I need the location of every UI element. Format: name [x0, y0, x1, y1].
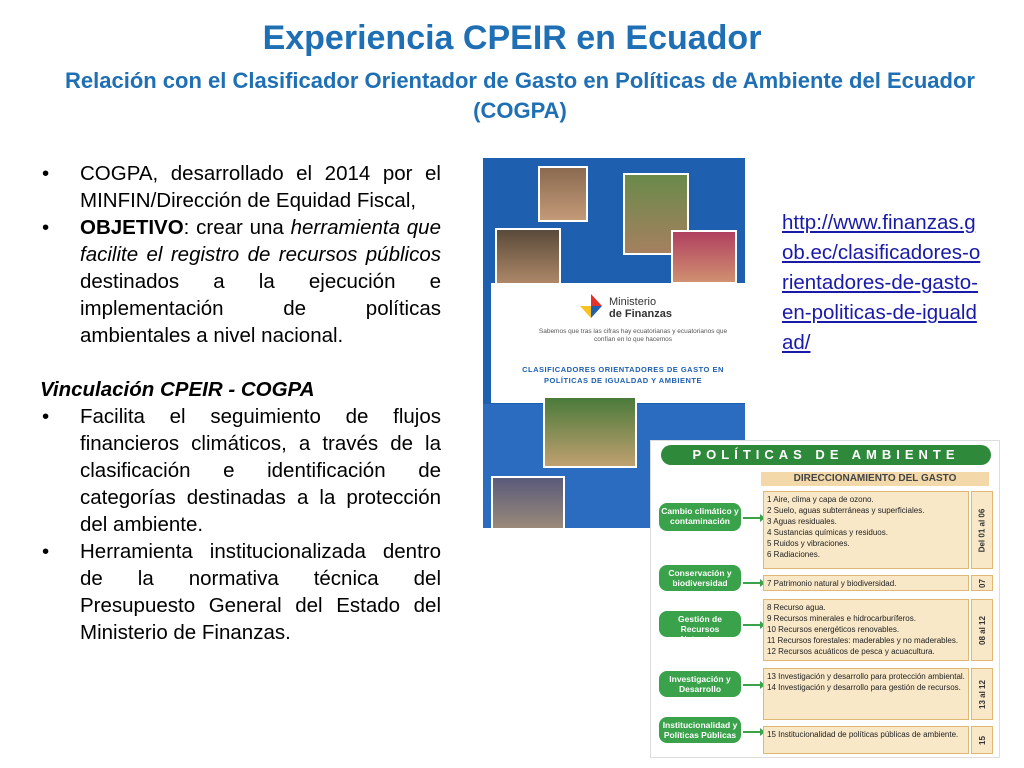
objetivo-label: OBJETIVO [80, 216, 184, 239]
objetivo-text-1: : crear una [183, 216, 291, 239]
code-label: 08 al 12 [977, 615, 987, 645]
politicas-ambiente-table-image [650, 440, 1000, 758]
ministry-logo-icon [578, 293, 604, 319]
item-3: 3 Aguas residuales. [767, 517, 837, 526]
ministry-name [609, 296, 672, 320]
arrow-icon [743, 624, 763, 626]
arrow-icon [743, 582, 763, 584]
objetivo-italic: herramienta que facilite el registro de recursos públicos [80, 216, 441, 266]
bullet-cogpa: • COGPA, desarrollado el 2014 por el MINFIN/Dirección de Equidad Fiscal, [40, 160, 441, 214]
photo-women-group [543, 396, 637, 468]
item-4: 4 Sustancias químicas y residuos. [767, 528, 888, 537]
bullet-objetivo [40, 214, 441, 349]
item-13: 13 Investigación y desarrollo para protección ambiental. [767, 672, 965, 681]
items-gestion-recursos [763, 599, 969, 661]
ministry-line2: de Finanzas [609, 308, 672, 320]
code-07 [971, 575, 993, 591]
item-12: 12 Recursos acuáticos de pesca y acuacultura. [767, 647, 935, 656]
slide-title: Experiencia CPEIR en Ecuador [262, 19, 762, 57]
item-6: 6 Radiaciones. [767, 550, 820, 559]
arrow-icon [743, 517, 763, 519]
minfin-link[interactable]: http://www.finanzas.gob.ec/clasificadores-orientadores-de-gasto-en-politicas-de-igualdad/ [782, 211, 981, 354]
arrow-icon [743, 684, 763, 686]
ministry-line1: Ministerio [609, 296, 657, 308]
code-13-14 [971, 668, 993, 720]
cover-title [513, 364, 733, 386]
photo-people [671, 230, 737, 284]
code-01-06 [971, 491, 993, 569]
category-conservacion: Conservación y biodiversidad [659, 565, 741, 591]
item-8: 8 Recurso agua. [767, 603, 826, 612]
item-1: 1 Aire, clima y capa de ozono. [767, 495, 874, 504]
item-11: 11 Recursos forestales: maderables y no maderables. [767, 636, 959, 645]
arrow-icon [743, 731, 763, 733]
objetivo-text-2: destinados a la ejecución e implementación de políticas ambientales a nivel nacional. [80, 270, 441, 347]
item-5: 5 Ruidos y vibraciones. [767, 539, 850, 548]
code-15 [971, 726, 993, 754]
item-7: 7 Patrimonio natural y biodiversidad. [767, 579, 897, 588]
code-label: 13 al 12 [977, 679, 987, 709]
code-label: Del 01 al 06 [977, 508, 987, 552]
cover-tagline: Sabemos que tras las cifras hay ecuatorianas y ecuatorianos que confían en lo que hacemos [538, 328, 728, 343]
vinculacion-heading: Vinculación CPEIR - COGPA [40, 378, 315, 401]
photo-girls [495, 228, 561, 287]
photo-woman [538, 166, 588, 222]
table-banner: POLÍTICAS DE AMBIENTE [661, 445, 991, 465]
item-14: 14 Investigación y desarrollo para gestión de recursos. [767, 683, 961, 692]
item-2: 2 Suelo, aguas subterráneas y superficiales. [767, 506, 925, 515]
item-10: 10 Recursos energéticos renovables. [767, 625, 900, 634]
slide-subtitle: Relación con el Clasificador Orientador de Gasto en Políticas de Ambiente del Ecuador (COGPA) [65, 68, 975, 123]
category-cambio-climatico: Cambio climático y contaminación [659, 503, 741, 531]
cover-title-line1: CLASIFICADORES ORIENTADORES DE GASTO EN [522, 365, 724, 374]
left-text-column [40, 160, 441, 646]
category-gestion-recursos: Gestión de Recursos Naturales [659, 611, 741, 637]
category-institucionalidad: Institucionalidad y Políticas Públicas [659, 717, 741, 743]
code-08-12 [971, 599, 993, 661]
bullet-facilita: • Facilita el seguimiento de flujos financieros climáticos, a través de la clasificación e identificación de categorías destinadas a la protección del ambiente. [40, 403, 441, 538]
code-label: 15 [977, 735, 987, 745]
code-label: 07 [977, 578, 987, 588]
photo-family [491, 476, 565, 528]
items-investigacion [763, 668, 969, 720]
cover-title-line2: POLÍTICAS DE IGUALDAD Y AMBIENTE [544, 376, 702, 385]
table-header: DIRECCIONAMIENTO DEL GASTO [761, 472, 989, 486]
item-15: 15 Institucionalidad de políticas públicas de ambiente. [767, 730, 959, 739]
items-institucionalidad [763, 726, 969, 754]
bullet-herramienta: • Herramienta institucionalizada dentro de la normativa técnica del Presupuesto General del Estado del Ministerio de Finanzas. [40, 538, 441, 646]
category-investigacion: Investigación y Desarrollo [659, 671, 741, 697]
item-9: 9 Recursos minerales e hidrocarburíferos. [767, 614, 916, 623]
items-cambio-climatico [763, 491, 969, 569]
items-conservacion [763, 575, 969, 591]
